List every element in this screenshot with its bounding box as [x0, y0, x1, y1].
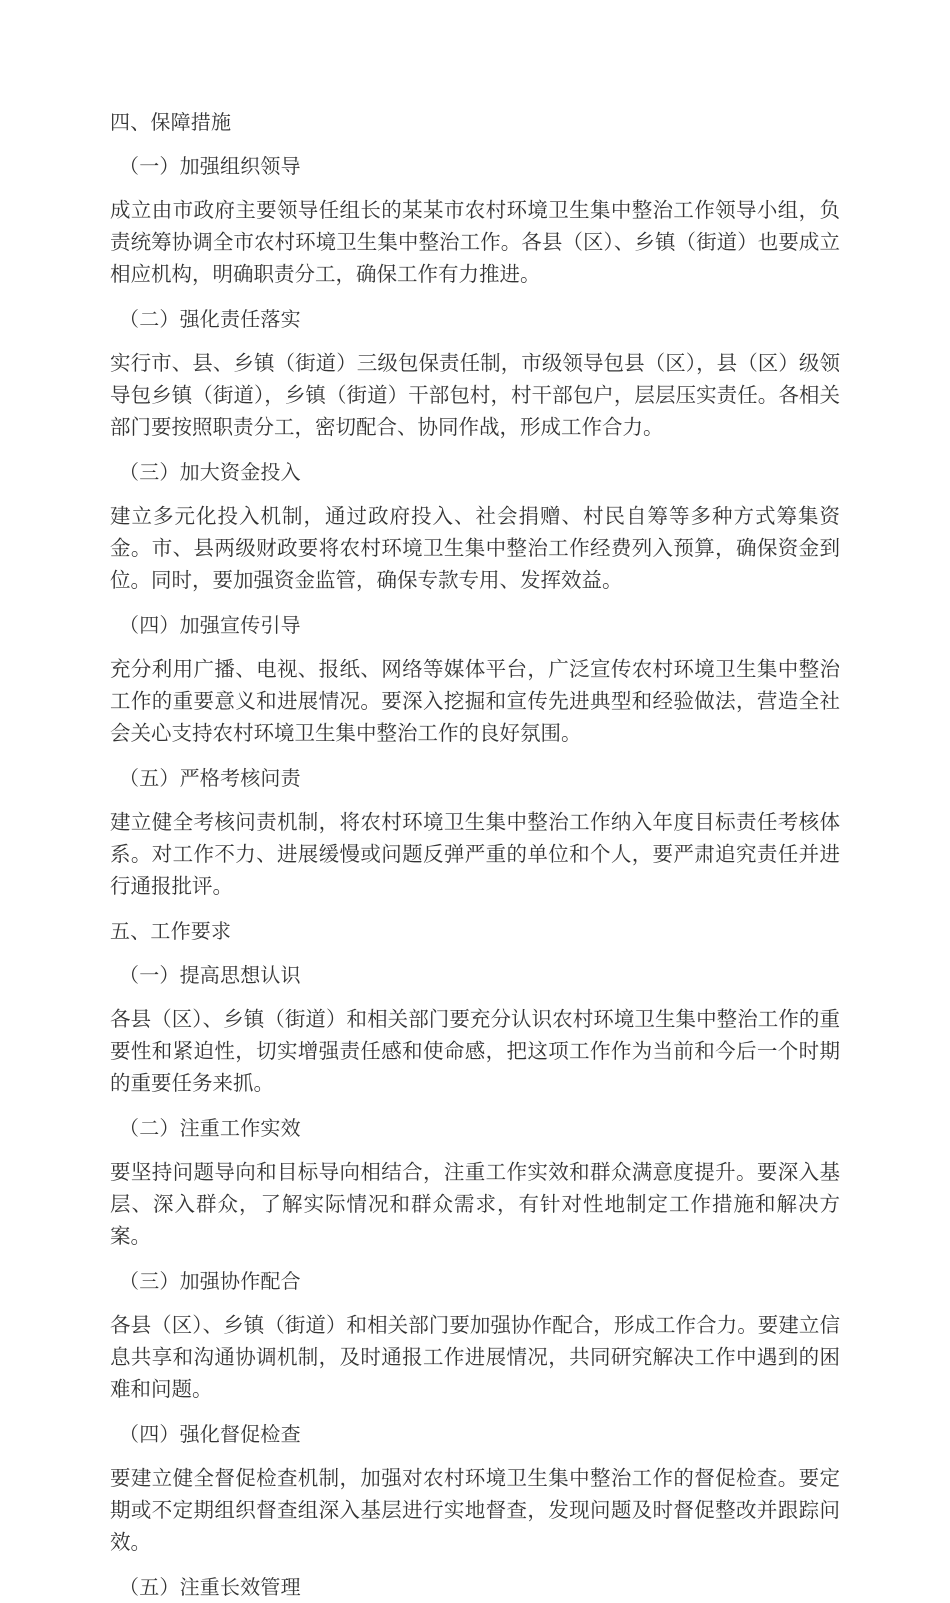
paragraph-publicity-guidance: 充分利用广播、电视、报纸、网络等媒体平台，广泛宣传农村环境卫生集中整治工作的重要意义和进展情况。要深入挖掘和宣传先进典型和经验做法，营造全社会关心支持农村环境卫生集中整治工作的良好氛围。 — [110, 659, 840, 745]
paragraph-responsibility-implementation: 实行市、县、乡镇（街道）三级包保责任制，市级领导包县（区），县（区）级领导包乡镇（街道），乡镇（街道）干部包村，村干部包户，层层压实责任。各相关部门要按照职责分工，密切配合、协同作战，形成工作合力。 — [110, 353, 840, 439]
heading-strengthen-organizational-leadership: （一）加强组织领导 — [119, 156, 301, 178]
paragraph-funding-investment: 建立多元化投入机制，通过政府投入、社会捐赠、村民自筹等多种方式筹集资金。市、县两级财政要将农村环境卫生集中整治工作经费列入预算，确保资金到位。同时，要加强资金监管，确保专款专用、发挥效益。 — [110, 506, 840, 592]
heading-raise-ideological-awareness: （一）提高思想认识 — [119, 965, 301, 987]
heading-strengthen-collaboration: （三）加强协作配合 — [119, 1271, 301, 1293]
heading-strengthen-responsibility-implementation: （二）强化责任落实 — [119, 309, 301, 331]
heading-focus-on-longterm-management: （五）注重长效管理 — [119, 1577, 301, 1599]
heading-strict-assessment-accountability: （五）严格考核问责 — [119, 768, 301, 790]
heading-guarantee-measures: 四、保障措施 — [110, 112, 232, 134]
heading-increase-funding-investment: （三）加大资金投入 — [119, 462, 301, 484]
paragraph-supervision-inspection: 要建立健全督促检查机制，加强对农村环境卫生集中整治工作的督促检查。要定期或不定期组织督查组深入基层进行实地督查，发现问题及时督促整改并跟踪问效。 — [110, 1468, 840, 1554]
heading-focus-on-work-effectiveness: （二）注重工作实效 — [119, 1118, 301, 1140]
paragraph-collaboration: 各县（区）、乡镇（街道）和相关部门要加强协作配合，形成工作合力。要建立信息共享和沟通协调机制，及时通报工作进展情况，共同研究解决工作中遇到的困难和问题。 — [110, 1315, 840, 1401]
paragraph-assessment-accountability: 建立健全考核问责机制，将农村环境卫生集中整治工作纳入年度目标责任考核体系。对工作不力、进展缓慢或问题反弹严重的单位和个人，要严肃追究责任并进行通报批评。 — [110, 812, 840, 898]
heading-work-requirements: 五、工作要求 — [110, 921, 232, 943]
paragraph-organizational-leadership: 成立由市政府主要领导任组长的某某市农村环境卫生集中整治工作领导小组，负责统筹协调全市农村环境卫生集中整治工作。各县（区）、乡镇（街道）也要成立相应机构，明确职责分工，确保工作有力推进。 — [110, 200, 840, 286]
paragraph-ideological-awareness: 各县（区）、乡镇（街道）和相关部门要充分认识农村环境卫生集中整治工作的重要性和紧迫性，切实增强责任感和使命感，把这项工作作为当前和今后一个时期的重要任务来抓。 — [110, 1009, 840, 1095]
document-body — [110, 108, 840, 1603]
paragraph-work-effectiveness: 要坚持问题导向和目标导向相结合，注重工作实效和群众满意度提升。要深入基层、深入群众，了解实际情况和群众需求，有针对性地制定工作措施和解决方案。 — [110, 1162, 840, 1248]
heading-strengthen-publicity-guidance: （四）加强宣传引导 — [119, 615, 301, 637]
heading-strengthen-supervision-inspection: （四）强化督促检查 — [119, 1424, 301, 1446]
